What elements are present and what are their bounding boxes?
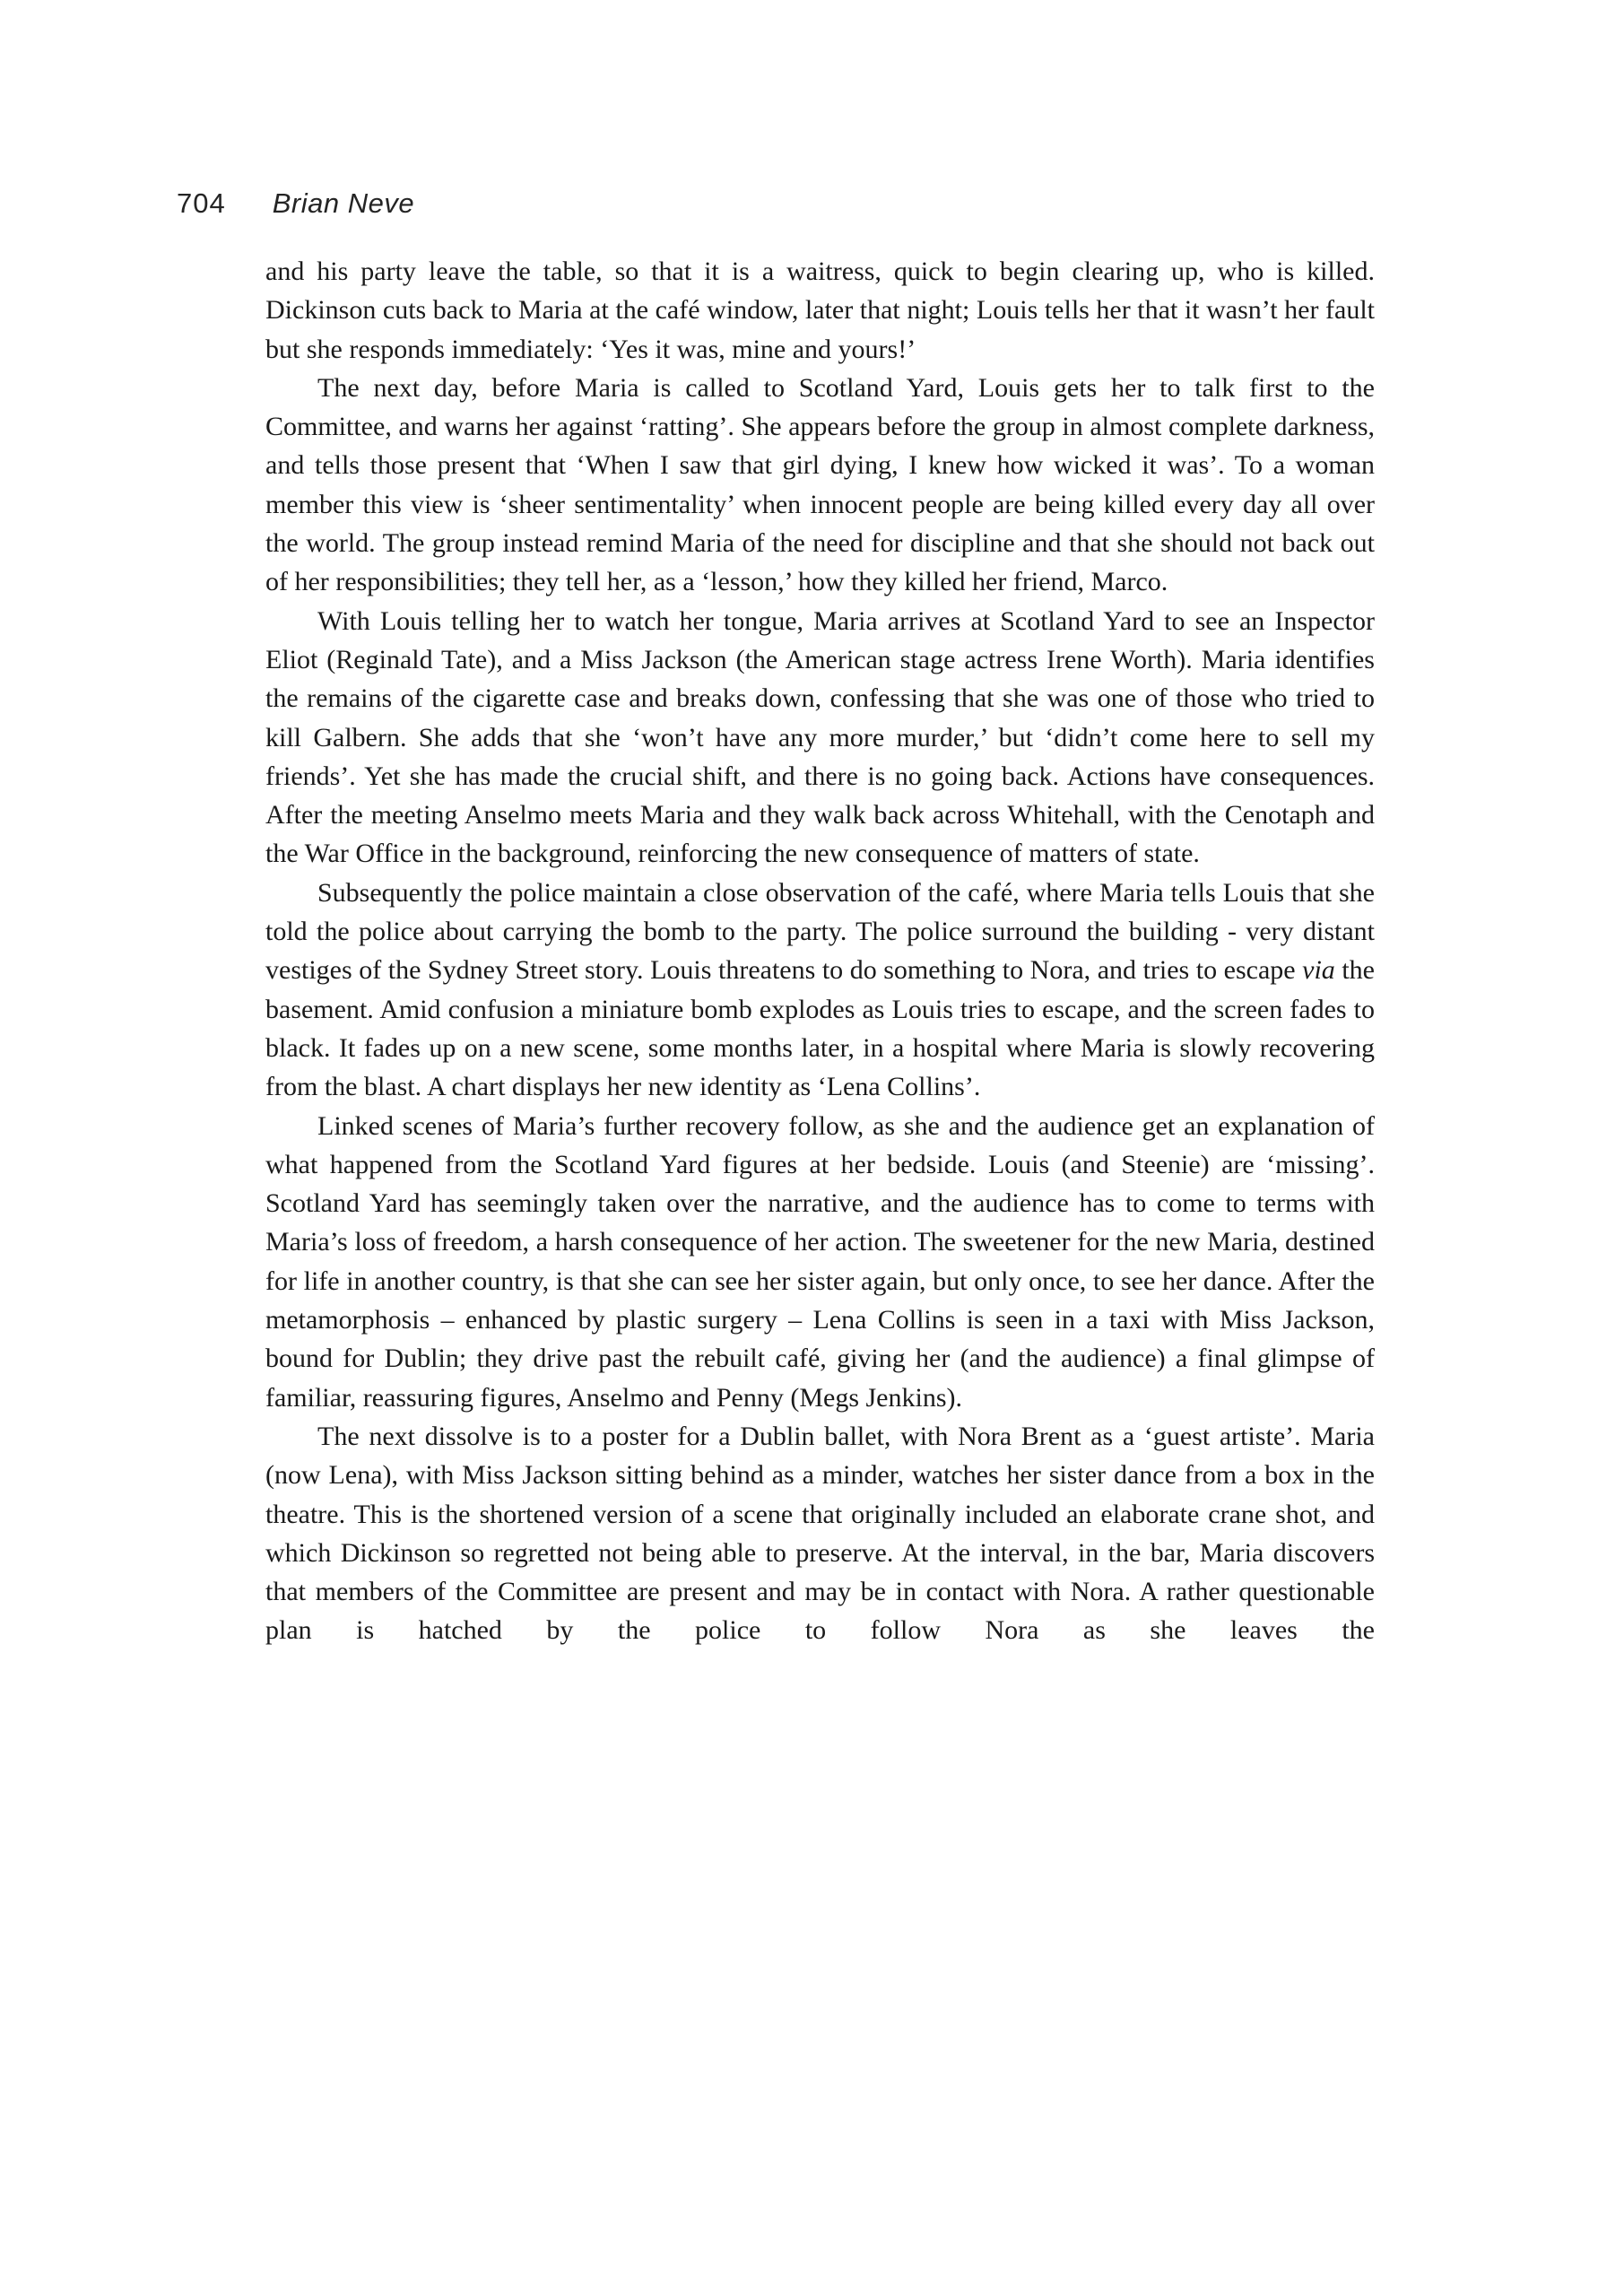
paragraph-scotland-yard: With Louis telling her to watch her tongue, Maria arrives at Scotland Yard to see an Inspector Eliot (Reginald Tate), and a Miss Jackson (the American stage actress Irene Worth). Maria identifies the remains of the cigarette case and breaks down, confessing that she was one of those who tried to kill Galbern. She adds that she ‘won’t have any more murder,’ but ‘didn’t come here to sell my friends’. Yet she has made the crucial shift, and there is no going back. Actions have consequences. After the meeting Anselmo meets Maria and they walk back across Whitehall, with the Cenotaph and the War Office in the background, reinforcing the new consequence of matters of state. (265, 605, 1375, 869)
article-body (265, 252, 1375, 1650)
paragraph-recovery: Linked scenes of Maria’s further recovery follow, as she and the audience get an explanation of what happened from the Scotland Yard figures at her bedside. Louis (and Steenie) are ‘missing’. Scotland Yard has seemingly taken over the narrative, and the audience has to come to terms with Maria’s loss of freedom, a harsh consequence of her action. The sweetener for the new Maria, destined for life in another country, is that she can see her sister again, but only once, to see her dance. After the metamorphosis – enhanced by plastic surgery – Lena Collins is seen in a taxi with Miss Jackson, bound for Dublin; they drive past the rebuilt café, giving her (and the audience) a final glimpse of familiar, reassuring figures, Anselmo and Penny (Megs Jenkins). (265, 1110, 1375, 1413)
paragraph-dublin-ballet: The next dissolve is to a poster for a Dublin ballet, with Nora Brent as a ‘guest artiste’. Maria (now Lena), with Miss Jackson sitting behind as a minder, watches her sister dance from a box in the theatre. This is the shortened version of a scene that originally included an elaborate crane shot, and which Dickinson so regretted not being able to preserve. At the interval, in the bar, Maria discovers that members of the Committee are present and may be in contact with Nora. A rather questionable plan is hatched by the police to follow Nora as she leaves the (265, 1421, 1375, 1646)
paragraph-police-observation-segment-3: the basement. Amid confusion a miniature bomb explodes as Louis tries to escape, and the screen fades to black. It fades up on a new scene, some months later, in a hospital where Maria is slowly recovering from the blast. A chart displays her new identity as ‘Lena Collins’. (265, 955, 1375, 1102)
running-head-author: Brian Neve (272, 187, 415, 219)
paragraph-police-observation-segment-1: Subsequently the police maintain a close observation of the café, where Maria tells Louis that she told the police about carrying the bomb to the party. The police surround the building - very distant vestiges of the Sydney Street story. Louis threatens to do something to Nora, and tries to escape (265, 877, 1375, 986)
paragraph-police-observation-via-italic: via (1302, 955, 1335, 986)
paragraph-continuation: and his party leave the table, so that it is a waitress, quick to begin clearing up, who is killed. Dickinson cuts back to Maria at the café window, later that night; Louis tells her that it wasn’t her fault but she responds immediately: ‘Yes it was, mine and yours!’ (265, 257, 1375, 364)
page-header (177, 188, 414, 219)
paragraph-police-observation (265, 874, 1375, 1107)
paragraph-next-day: The next day, before Maria is called to Scotland Yard, Louis gets her to talk first to the Committee, and warns her against ‘ratting’. She appears before the group in almost complete darkness, and tells those present that ‘When I saw that girl dying, I knew how wicked it was’. To a woman member this view is ‘sheer sentimentality’ when innocent people are being killed every day all over the world. The group instead remind Maria of the need for discipline and that she should not back out of her responsibilities; they tell her, as a ‘lesson,’ how they killed her friend, Marco. (265, 372, 1375, 597)
page-number: 704 (177, 187, 226, 219)
